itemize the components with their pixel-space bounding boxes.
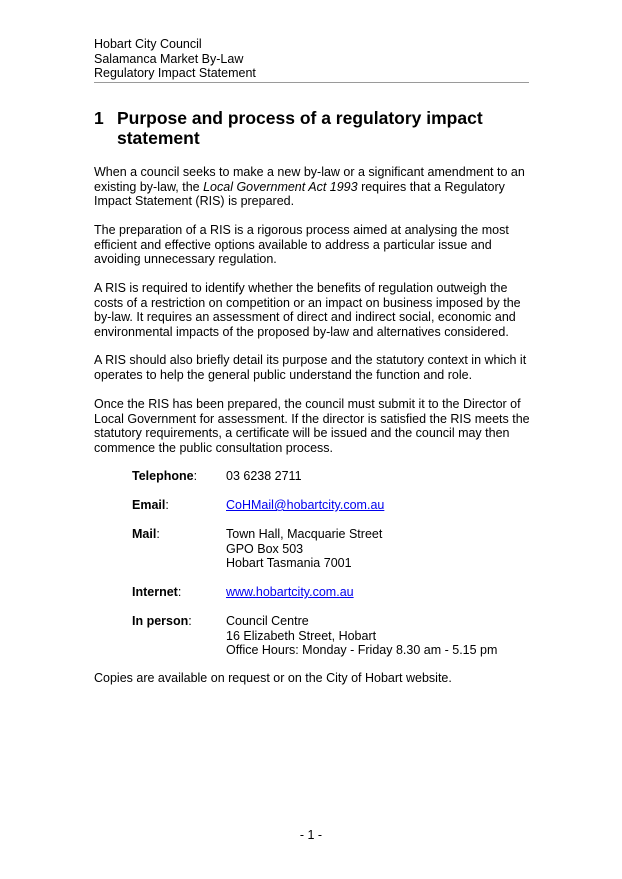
telephone-value: 03 6238 2711 xyxy=(226,469,302,483)
header-document-type: Regulatory Impact Statement xyxy=(94,66,256,80)
paragraph-4-text: A RIS should also briefly detail its purpose and the statutory context in which it operates to help the general public understand the function and role. xyxy=(94,353,527,382)
closing-text: Copies are available on request or on the City of Hobart website. xyxy=(94,671,452,685)
in-person-label: In person: xyxy=(132,614,192,628)
in-person-line-2: 16 Elizabeth Street, Hobart xyxy=(226,628,377,643)
paragraph-1 xyxy=(94,165,534,209)
paragraph-3 xyxy=(94,281,534,339)
closing-paragraph xyxy=(94,671,534,686)
in-person-line-3: Office Hours: Monday - Friday 8.30 am - 5.15 pm xyxy=(226,643,498,657)
mail-line-2: GPO Box 503 xyxy=(226,541,304,556)
section-title: Purpose and process of a regulatory impact statement xyxy=(117,108,483,148)
paragraph-2-text: The preparation of a RIS is a rigorous process aimed at analysing the most efficient and effective options available to address a particular issue and avoiding unnecessary regulation. xyxy=(94,223,509,266)
section-number: 1 xyxy=(94,108,104,128)
paragraph-1-text-a: When a council seeks to make a new by-law or a significant amendment to an existing by-law, the xyxy=(94,165,525,194)
running-header xyxy=(94,37,529,83)
header-organisation: Hobart City Council xyxy=(94,37,202,51)
paragraph-1-text-b: requires that a Regulatory Impact Statement (RIS) is prepared. xyxy=(94,179,505,208)
page-number: - 1 - xyxy=(299,828,323,842)
act-title: Local Government Act 1993 xyxy=(203,179,358,194)
mail-label: Mail: xyxy=(132,527,160,541)
paragraph-5 xyxy=(94,397,534,455)
paragraph-3-text: A RIS is required to identify whether the benefits of regulation outweigh the costs of a restriction on competition or an impact on business imposed by the by-law. It requires an assessment of direct and indirect social, economic and environmental impacts of the proposed by-law and alternatives considered. xyxy=(94,281,521,339)
paragraph-2 xyxy=(94,223,534,267)
mail-address xyxy=(226,527,382,571)
mail-line-1: Town Hall, Macquarie Street xyxy=(226,527,383,541)
mail-line-3: Hobart Tasmania 7001 xyxy=(226,556,352,570)
telephone-label: Telephone: xyxy=(132,469,198,483)
paragraph-4 xyxy=(94,353,534,382)
website-link[interactable]: www.hobartcity.com.au xyxy=(226,585,354,599)
paragraph-5-text: Once the RIS has been prepared, the council must submit it to the Director of Local Government for assessment. If the director is satisfied the RIS meets the statutory requirements, a certificate will be issued and the council may then commence the public consultation process. xyxy=(94,397,530,455)
email-label: Email: xyxy=(132,498,169,512)
in-person-line-1: Council Centre xyxy=(226,614,309,628)
header-bylaw: Salamanca Market By-Law xyxy=(94,51,244,66)
in-person-details xyxy=(226,614,497,658)
internet-label: Internet: xyxy=(132,585,182,599)
email-link[interactable]: CoHMail@hobartcity.com.au xyxy=(226,498,385,512)
